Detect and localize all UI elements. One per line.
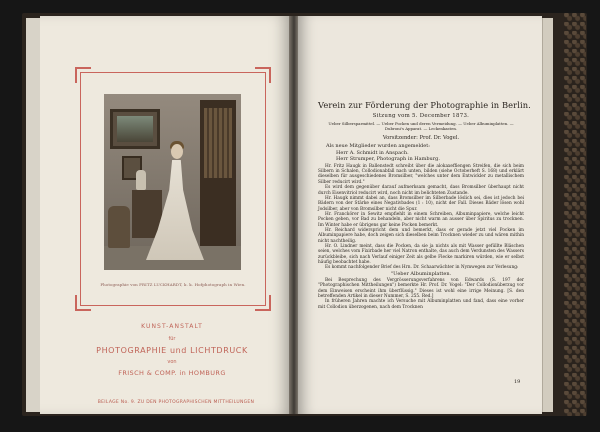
member-entry: Herr A. Schmidt in Anspach. (336, 149, 409, 156)
portrait-photograph (104, 94, 241, 270)
photo-caption: Photographie von FRITZ LUCKHARDT, k. k. Hofphotograph in Wien. (100, 282, 246, 287)
paragraph: In früheren Jahren machte ich Versuche mit Albuminplatten und fand, dass eine vorher mit Collodion überzogenen, nach dem Trocknen (318, 299, 524, 310)
article-body (318, 164, 524, 310)
topics-summary: Ueber Silbersparmittel. — Ueber Pocken und deren Vermeidung. — Ueber Albuminplatten. — Dubroni's Apparat. — Leckenkasten. (328, 121, 514, 131)
new-members (318, 143, 524, 163)
studio-line: FRISCH & COMP. in HOMBURG (118, 369, 226, 377)
studio-line: PHOTOGRAPHIE und LICHTDRUCK (96, 346, 248, 355)
books (204, 108, 232, 178)
paragraph: Hr. Reichard widerspricht dem und bemerkt, dass er gerade jetzt viel Pocken im Albuminpapiere habe, doch zeigen sich dieselben beim Trocknen wieder zu und wären mithin nicht nachtheilig. (318, 227, 524, 244)
paragraph: Hr. Haugk nimmt dabei an, dass Bromsilber im Silberbade löslich sei, dies ist jedoch bei Bädern von der Stärke eines Negativbades (1 : 10), nicht der Fall. Dieses Bäder lösen wohl Jodsilber, aber von Bromsilber nicht die Spur. (318, 195, 524, 212)
paragraph: Es kommt nachfolgender Brief des Hrn. Dr. Schaarwächter in Nymwegen zur Verlesung: (325, 265, 519, 271)
paragraph: Es wird dem gegenüber darauf aufmerksam gemacht, dass Bromsilber überhaupt nicht durch Eisenvitriol reducirt wird, noch nicht im belichteten Zustande. (318, 185, 524, 196)
chair (108, 206, 130, 248)
frame-corner (255, 67, 271, 83)
paragraph: Bei Besprechung des Vergrösserungsverfahrens von Edwards (S. 197 der "Photographischen Mittheilungen") bemerkte Hr. Prof. Dr. Vogel: "Der Collodionüberzug vor dem Einweisen erscheint ihm überflüssig." Dieses ist wohl eine irrige Meinung. [S. den betreffenden Artikel in dieser Nummer, S. 255. Red.] (318, 278, 524, 300)
page-number: 19 (514, 379, 521, 385)
chairman: Vorsitzender: Prof. Dr. Vogel. (382, 135, 460, 141)
session-date: Sitzung vom 5. December 1873. (372, 113, 470, 119)
woman-head (171, 144, 183, 159)
cover-edge (564, 13, 586, 416)
paragraph: Hr. O. Lindner meint, dass die Pocken, da sie ja nichts als mit Wasser gefüllte Bläschen seien, welches vom Fixirbade her viel Natron enthalte, das auch dem Verdunsten des Wassers zurückbleibe, sich nach Verlauf einiger Zeit als gelbe Flecke markiren würden, wie er selbst häufig beobachtet habe. (318, 243, 524, 265)
wall-painting (110, 109, 160, 149)
studio-line: von (167, 359, 177, 365)
right-page-stack (542, 18, 553, 412)
supplement-note: BEILAGE No. 9. ZU DEN PHOTOGRAPHISCHEN MITTHEILUNGEN (97, 400, 255, 405)
article-title: Verein zur Förderung der Photographie in Berlin. (318, 100, 531, 110)
letter-subheading: "Ueber Albuminplatten. (390, 270, 452, 277)
left-page-stack (26, 18, 41, 412)
article (318, 100, 531, 310)
paragraph: Hr. Fritz Haugk in Ballenstedt schreibt über die alokaxeffiengen Streifen, die sich beim Silbern in Schalen, Collodionabfall nach unten, bilden (siehe Octoberheft S. 168) und erklärt dieselben für ausgeschiedenes Bromsilber, "welches unter dem Entwickler zu metallischem Silber reducirt wird." (318, 163, 524, 185)
frame-corner (255, 295, 271, 311)
studio-line: für (168, 336, 176, 342)
members-intro: Als neue Mitglieder wurden angemeldet: (326, 143, 430, 149)
studio-imprint (62, 323, 282, 377)
paragraph: Hr. Franckörer in Sewitz empfiehlt in einem Schreiben, Albuminpapiere, welche leicht Pocken geben, vor Bad zu behandeln, aber nicht warm an ausser über Spiritus zu trocknen. Im Winter habe er übrigens gar keine Pocken bemerkt. (318, 211, 524, 228)
member-entry: Herr Strumper, Photograph in Hamburg. (336, 156, 440, 163)
frame-corner (75, 67, 91, 83)
vase (136, 170, 146, 190)
studio-line: KUNST-ANSTALT (141, 323, 203, 330)
frame-corner (75, 295, 91, 311)
